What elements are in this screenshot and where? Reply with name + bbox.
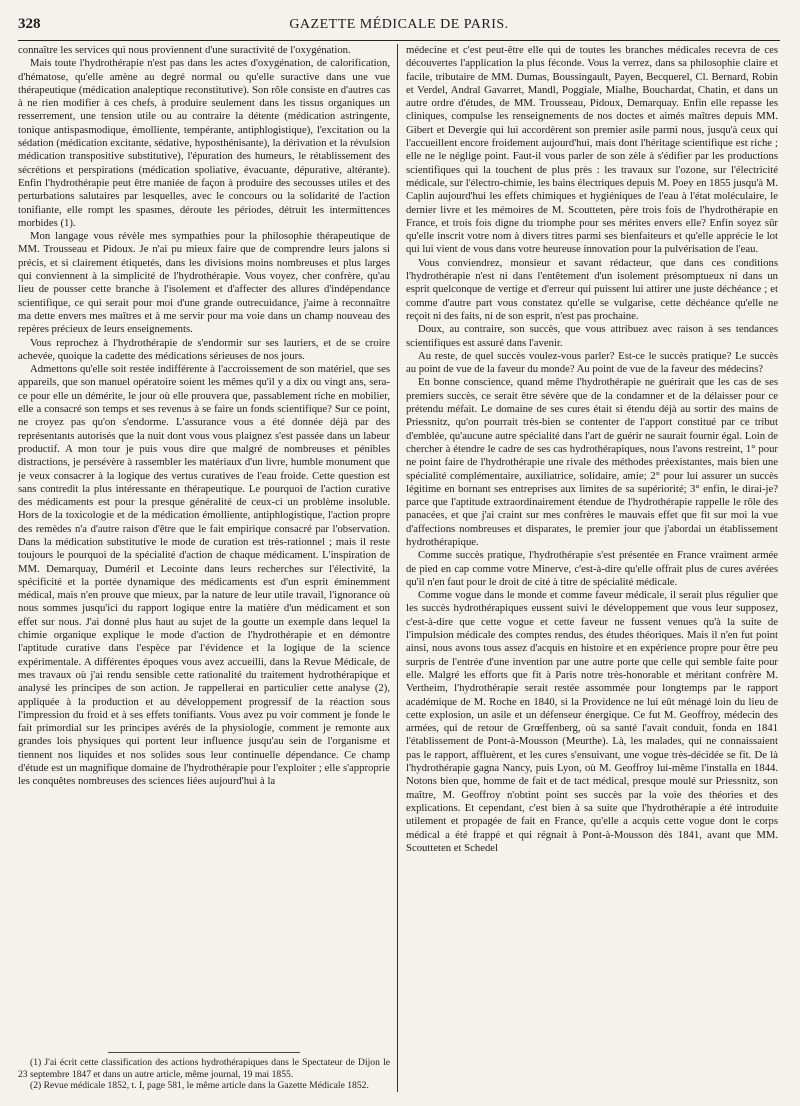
footnote: (1) J'ai écrit cette classification des actions hydrothérapiques dans le Spectateur de Dijon le 23 septembre 1847 et dans un autre article, même journal, 19 mai 1855. — [18, 1057, 390, 1080]
footnote: (2) Revue médicale 1852, t. I, page 581, le même article dans la Gazette Médicale 1852. — [30, 1080, 369, 1092]
footnotes — [18, 1046, 390, 1092]
paragraph: Mon langage vous révèle mes sympathies pour la philosophie thérapeutique de MM. Trousseau et Pidoux. Je n'ai pu mieux faire que de comprendre leurs jalons si précis, et si clairement étiquetés, dans les divisions moins nombreuses et plus larges qui conviennent à la simplicité de l'hydrothérapie. Vous voyez, cher confrère, qu'au lieu de pousser cette branche à l'isolement et d'affecter des allures d'indépendance scientifique, ce qui serait pour moi d'une grande outrecuidance, j'aime à reconnaître ma dette envers mes maîtres et à me servir pour ma voie dans un champ nouveau des repères précieux de leurs enseignements. — [18, 230, 390, 336]
paragraph: Admettons qu'elle soit restée indifférente à l'accroissement de son matériel, que ses appareils, que son manuel opératoire soient les mêmes qu'il y a dix ou vingt ans, sera-ce pour elle un démérite, le jour où elle prouvera que, passablement riche en mobilier, elle a consacré son temps et ses revenus à se faire un fonds scientifique? Sur ce point, ne croyez pas qu'on s'endorme. L'assurance vous a été donnée déjà par des représentants autorisés que la nuit dont vous vous plaignez s'est passée dans un labeur productif. A mon tour je puis vous dire que malgré de nombreuses et pénibles distractions, je persévère à rassembler les matériaux d'un livre, humble monument que je veux consacrer à la logique des vertus curatives de l'eau froide. Cette question est sans contredit la plus intéressante en thérapeutique. Le pourquoi de l'action curative des médicaments est pour la presque généralité de ceux-ci un problème insoluble. Hors de la toxicologie et de la médication émolliente, antiphlogistique, l'action propre des remèdes n'a d'autre raison d'être que le fait empirique consacré par l'observation. Dans la médication substitutive le mode de curation est très-rationnel ; mais il reste toujours le pourquoi de la spécialité d'action de chaque médicament. L'inspiration de MM. Demarquay, Duméril et Lecointe dans leurs recherches sur l'électivité, la spécificité et la portée dynamique des médicaments est d'un esprit éminemment médical, mais n'en prouve que mieux, par la nature de leur utile travail, l'ignorance où nous sommes jusqu'ici du rapport logique entre la matière d'un médicament et son effet sur nous. J'ai donné plus haut au sujet de la goutte un exemple dans lequel la chimie organique explique le mode d'action de l'hydrothérapie et en démontre l'aptitude curative dans l'espèce par l'évidence et la logique de la science expérimentale. A différentes époques vous avez accueilli, dans la Revue Médicale, de mes travaux où j'ai rendu sensible cette rationalité du traitement hydrothérapique et analysé les principes de son action. Je rappellerai en particulier cette analyse (2), appliquée à la production et au développement progressif de la réaction sous l'impression du froid et à ses effets tonifiants. Vous avez pu voir comment je fonde le fait primordial sur les principes avérés de la physiologie, comment je remonte aux grandes lois physiques qui portent leur influence jusqu'au sein de l'organisme et tiennent nos liquides et nos solides sous leur continuelle dépendance. Ce champ d'étude est un magnifique domaine de l'hydrothérapie pour l'exploiter ; elle s'approprie les conquêtes nombreuses des sciences liées aujourd'hui à la — [18, 363, 390, 788]
right-column — [406, 44, 778, 1092]
paragraph: Vous reprochez à l'hydrothérapie de s'endormir sur ses lauriers, et de se croire achevée, quoique la cadette des médications sérieuses de nos jours. — [18, 336, 390, 362]
left-column — [18, 44, 390, 1092]
paragraph: médecine et c'est peut-être elle qui de toutes les branches médicales recevra de ces découvertes l'application la plus féconde. Vous la verrez, dans sa philosophie claire et facile, tributaire de MM. Dumas, Boussingault, Payen, Becquerel, Cl. Bernard, Robin et Verdel, Andral Gavarret, Mandl, Poggiale, Mialhe, Bouchardat, Chatin, et dans un autre ordre d'études, de MM. Trousseau, Pidoux, Demarquay. Enfin elle repasse les cliniques, compulse les renseignements de nos doctes et aimés maîtres depuis MM. Gibert et Devergie qui lui accordèrent son premier asile parmi nous, jusqu'à ceux qui l'accueillent encore froidement aujourd'hui, mais dont l'héritage scientifique est riche ; elle ne le néglige point. Faut-il vous parler de son zèle à s'édifier par les productions scientifiques qui la touchent de plus près : les travaux sur l'ozone, sur l'électricité médicale, sur l'électro-chimie, les bains électriques depuis M. Poey en 1855 jusqu'à M. Caplin aujourd'hui les effets chimiques et hygiéniques de l'eau à l'état moléculaire, le dernier livre et les mémoires de M. Scoutteten, père trois fois de l'hydrothérapie en France, et trois fois digne du triomphe pour ses mérites envers elle? Enfin soyez sûr qu'elle inscrit votre nom à divers titres parmi ses bienfaiteurs et qu'elle apprécie le lot qui lui vient de vous dans votre heureuse innovation pour la pulvérisation de l'eau. — [406, 44, 778, 256]
running-title: GAZETTE MÉDICALE DE PARIS. — [289, 17, 509, 32]
page-number: 328 — [18, 16, 41, 32]
columns — [18, 44, 780, 1092]
paragraph: connaître les services qui nous proviennent d'une suractivité de l'oxygénation. — [18, 44, 351, 56]
paragraph: Mais toute l'hydrothérapie n'est pas dans les actes d'oxygénation, de calorification, d'hématose, qu'elle amène au degré normal ou qu'elle suractive dans une vue thérapeutique (médication analeptique reconstitutive). Son rôle consiste en d'autres cas à ne rien modifier à ces chefs, à produire seulement dans les tissus organiques un resserrement, une tension utile ou au contraire la détente (médication astringente, tonique antispasmodique, émolliente, tempérante, antiphlogistique), l'excitation ou la sédation (médication excitante, sédative, hyposthénisante), la dérivation et la révulsion médication transpositive substitutive), l'épuration des humeurs, le rétablissement des sécrétions et perspirations (médication spoliative, évacuante, dépurative, altérante). Enfin l'hydrothérapie peut être maniée de façon à produire des secousses utiles et des perturbations salutaires par lesquelles, avec le concours ou la solidarité de l'action tonifiante, elle rompt les spasmes, déroute les périodes, détruit les intermittences morbides (1). — [18, 57, 390, 229]
footnote-separator — [108, 1052, 300, 1053]
paragraph: Comme vogue dans le monde et comme faveur médicale, il serait plus régulier que les succès hydrothérapiques eussent suivi le développement que vous leur supposez, c'est-à-dire que cette vogue et cette faveur ne fussent venues qu'à la suite de l'impulsion médicale des comptes rendus, des études théoriques. Mais il n'en fut point ainsi, nous avons tous assez d'acquis en histoire et en expérience propre pour être peu surpris de l'entrée d'une invention par une autre porte que celle qui semble faite pour elle. Malgré les efforts que fit à Paris notre très-honorable et méritant confrère M. Vertheim, l'hydrothérapie serait restée assommée pour longtemps par le rapport académique de M. Roche en 1840, si la Providence ne lui eût ménagé loin du lieu de cette explosion, un asile et un défenseur énergique. Ce fut M. Geoffroy, médecin des armées, qui de retour de Grœffenberg, où sa santé l'avait conduit, fonda en 1841 l'établissement de Pont-à-Mousson (Meurthe). Là, les malades, qui ne connaissaient pas le rapport, affluèrent, et les cures s'ensuivant, une vogue très-décidée se fit. De là l'hydrothérapie gagna Nancy, puis Lyon, où M. Geoffroy lui-même l'installa en 1844. Notons bien que, homme de fait et de tact médical, presque moulé sur Priessnitz, son maître, M. Geoffroy n'obtint point ses succès par la voie des théories et des explications. Et cependant, c'est bien à sa suite que l'hydrothérapie a été introduite utilement et propagée de fait en France, qu'elle a acquis cette vogue dont le corps médical a été frappé et qui régnait à Pont-à-Mousson dès 1841, avant que MM. Scoutteten et Schedel — [406, 589, 778, 854]
paragraph: Comme succès pratique, l'hydrothérapie s'est présentée en France vraiment armée de pied en cap comme votre Minerve, c'est-à-dire qu'elle offrait plus de cures avérées qu'il n'en faut pour le droit de cité à titre de spécialité médicale. — [406, 549, 778, 588]
paragraph: En bonne conscience, quand même l'hydrothérapie ne guérirait que les cas de ses premiers succès, ce serait être sévère que de la condamner et de la délaisser pour ce prétendu méfait. Le domaine de ses cures était si étendu déjà au sortir des mains de Priessnitz, qu'on pourrait très-bien se contenter de l'apport constitué par ce tribut d'emblée, qu'aucune autre spécialité dans l'art de guérir ne saurait fournir égal. Loin de chercher à étendre le cadre de ses cas hydrothérapiques, nous l'avons restreint, 1° pour ne point faire de l'hydrothérapie une rivale des méthodes préexistantes, mais bien une spécialité complémentaire, auxiliatrice, solidaire, amie; 2° pour lui assurer un succès légitime en bornant ses entreprises aux limites de sa supériorité; 3° enfin, le dirai-je? parce que l'aptitude extraordinairement étendue de l'hydrothérapie rappelle le rôle des panacées, et que j'ai craint sur mes confrères le mauvais effet que fit sur moi la vue d'affections nombreuses et disparates, le premier jour que j'abordai un établissement hydrothérapique. — [406, 376, 778, 548]
newspaper-page — [18, 14, 780, 1094]
column-rule — [397, 44, 398, 1092]
paragraph: Vous conviendrez, monsieur et savant rédacteur, que dans ces conditions l'hydrothérapie n'est ni dans l'entêtement d'un isolement présomptueux ni dans un esprit quelconque de vertige et d'erreur qui puissent lui attirer une juste déchéance ; et comme d'autre part vous constatez qu'elle se vulgarise, cette déchéance qu'elle ne reçoit ni des faits, ni de son esprit, n'est pas prochaine. — [406, 256, 778, 322]
paragraph: Doux, au contraire, son succès, que vous attribuez avec raison à ses tendances scientifiques est assuré dans l'avenir. — [406, 323, 778, 349]
paragraph: Au reste, de quel succès voulez-vous parler? Est-ce le succès pratique? Le succès au point de vue de la faveur du monde? Au point de vue de la faveur des médecins? — [406, 349, 778, 376]
page-header — [18, 14, 780, 41]
